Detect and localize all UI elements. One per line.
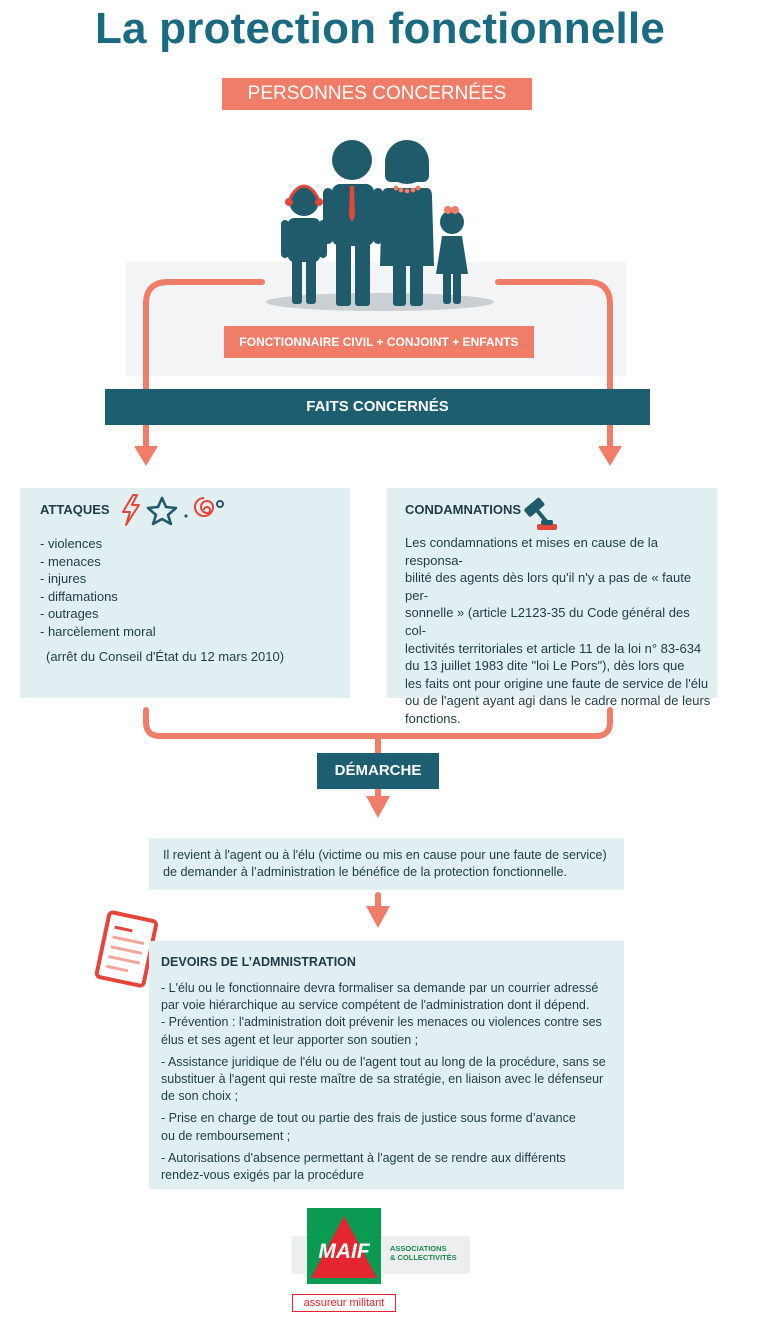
devoir-line: - Assistance juridique de l'élu ou de l'agent tout au long de la procédure, sans se: [161, 1054, 606, 1069]
attaques-title: ATTAQUES: [40, 502, 110, 517]
attaques-note: (arrêt du Conseil d'État du 12 mars 2010): [46, 649, 285, 664]
beneficiaires-label: FONCTIONNAIRE CIVIL + CONJOINT + ENFANTS: [224, 326, 534, 358]
devoir-line: - Prise en charge de tout ou partie des frais de justice sous forme d’avance: [161, 1111, 576, 1126]
logo-tagline-1: ASSOCIATIONS: [390, 1244, 447, 1253]
condamnations-line: Les condamnations et mises en cause de la responsa-: [405, 535, 658, 568]
condamnations-line: du 13 juillet 1983 dite "loi Le Pors"), dès lors que: [405, 658, 685, 674]
list-item: - violences: [40, 536, 103, 551]
attaques-box: [20, 488, 350, 698]
personnes-label: PERSONNES CONCERNÉES: [222, 78, 532, 110]
attaques-list: [40, 535, 156, 640]
devoir-line: - Autorisations d'absence permettant à l'agent de se rendre aux différents: [161, 1150, 566, 1165]
devoir-line: élus et ses agent et leur apporter son soutien ;: [161, 1032, 419, 1047]
condamnations-line: fonctions.: [405, 710, 461, 726]
list-item: - harcèlement moral: [40, 623, 156, 639]
logo-tagline-2: & COLLECTIVITÉS: [390, 1252, 457, 1262]
maif-logo-mark: [307, 1208, 381, 1284]
condamnations-line: lectivités territoriales et article 11 de la loi n° 83-634: [405, 640, 702, 656]
page-title: La protection fonctionnelle: [94, 4, 666, 53]
condamnations-line: bilité des agents dès lors qu'il n'y a pas de « faute per-: [405, 570, 692, 603]
lightning-icon: [120, 494, 142, 526]
star-icon: [146, 496, 178, 526]
devoirs-box: [149, 941, 624, 1189]
condamnations-line: sonnelle » (article L2123-35 du Code général des col-: [405, 605, 690, 638]
condamnations-text: [405, 534, 711, 728]
people-family-icon: [262, 136, 502, 314]
gavel-icon: [517, 494, 561, 534]
list-item: - diffamations: [40, 588, 118, 604]
devoir-line: - L'élu ou le fonctionnaire devra formaliser sa demande par un courrier adressé: [161, 981, 599, 995]
demarche-box: [149, 838, 624, 890]
list-item: - outrages: [40, 606, 99, 621]
condamnations-line: les faits ont pour origine une faute de service de l'élu: [405, 675, 709, 691]
list-item: - injures: [40, 571, 87, 586]
devoirs-title: DEVOIRS DE L’ADMNISTRATION: [161, 955, 356, 969]
demarche-line: de demander à l’administration le bénéfice de la protection fonctionnelle.: [163, 865, 567, 879]
condamnations-box: [387, 488, 717, 726]
devoir-line: substituer à l'agent qui reste maître de sa stratégie, en liaison avec le défenseur: [161, 1072, 604, 1087]
devoir-line: rendez-vous exigés par la procédure: [161, 1168, 364, 1183]
logo-slogan: assureur militant: [292, 1294, 396, 1312]
condamnations-line: ou de l'agent ayant agi dans le cadre normal de leurs: [405, 693, 711, 709]
devoir-line: de son choix ;: [161, 1089, 239, 1104]
devoir-line: - Prévention : l'administration doit prévenir les menaces ou violences contre ses: [161, 1015, 602, 1030]
demarche-label: DÉMARCHE: [317, 753, 439, 789]
maif-logo: [292, 1208, 472, 1318]
devoirs-text: [161, 980, 621, 1184]
condamnations-title: CONDAMNATIONS: [405, 502, 522, 517]
devoir-line: par voie hiérarchique au service compétent de l'administration dont il dépend.: [161, 998, 590, 1013]
spiral-icon: [182, 496, 226, 524]
faits-label: FAITS CONCERNÉS: [105, 389, 650, 425]
demarche-line: Il revient à l'agent ou à l'élu (victime ou mis en cause pour une faute de service): [163, 848, 607, 862]
devoir-line: ou de remboursement ;: [161, 1128, 291, 1143]
logo-tagline: [390, 1245, 457, 1262]
maif-brand: MAIF: [318, 1240, 370, 1263]
list-item: - menaces: [40, 553, 101, 569]
